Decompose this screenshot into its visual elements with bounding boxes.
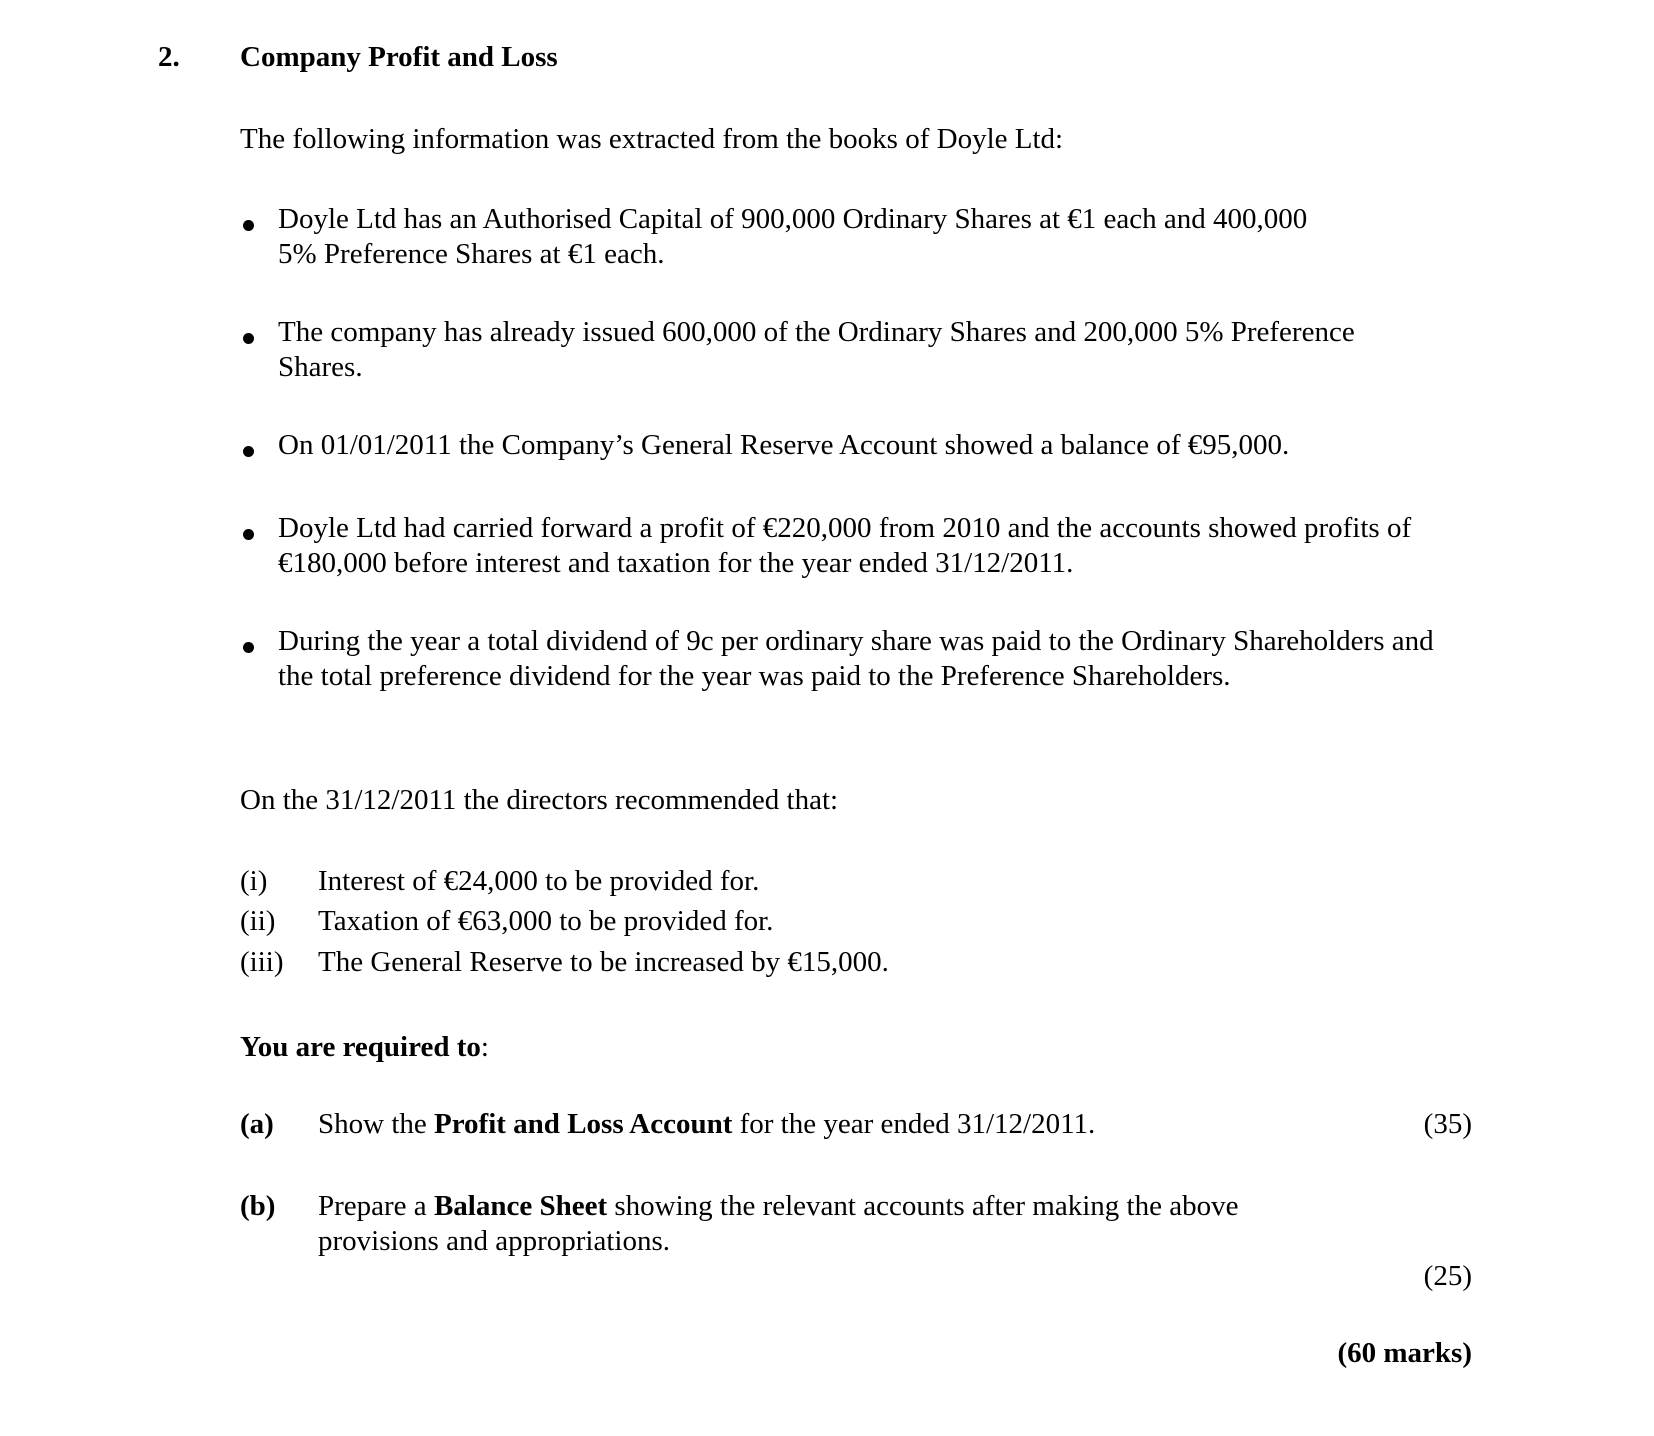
bullet-dot-icon (243, 446, 254, 457)
part-text (318, 1189, 1238, 1224)
recommendation-text: Interest of €24,000 to be provided for. (318, 865, 760, 897)
bullet-dot-icon (243, 529, 254, 540)
recommendation-label: (i) (240, 865, 268, 897)
bullet-text-line: Doyle Ltd has an Authorised Capital of 900,000 Ordinary Shares at €1 each and 400,000 (278, 203, 1308, 235)
recommendation-text: Taxation of €63,000 to be provided for. (318, 905, 774, 937)
bullet-text-line: On 01/01/2011 the Company’s General Reserve Account showed a balance of €95,000. (278, 429, 1290, 461)
bullet-dot-icon (243, 220, 254, 231)
question-number: 2. (158, 41, 180, 73)
part-label: (a) (240, 1108, 274, 1140)
part-marks: (25) (1423, 1260, 1472, 1292)
recommendation-text: The General Reserve to be increased by €15,000. (318, 946, 889, 978)
recommendation-label: (ii) (240, 905, 276, 937)
part-text-bold: Profit and Loss Account (434, 1108, 733, 1140)
bullet-dot-icon (243, 333, 254, 344)
part-text (318, 1107, 1095, 1142)
part-text-pre: Prepare a (318, 1190, 434, 1222)
bullet-text-line: During the year a total dividend of 9c per ordinary share was paid to the Ordinary Shareholders and (278, 625, 1434, 657)
part-text-pre: Show the (318, 1108, 434, 1140)
part-marks: (35) (1423, 1108, 1472, 1140)
requirements-heading-text: You are required to (240, 1031, 481, 1063)
part-text-post: for the year ended 31/12/2011. (732, 1108, 1096, 1140)
part-text-bold: Balance Sheet (433, 1190, 608, 1222)
part-label: (b) (240, 1190, 276, 1222)
part-text-post: showing the relevant accounts after making the above (607, 1190, 1239, 1222)
bullet-text-line: €180,000 before interest and taxation for the year ended 31/12/2011. (278, 547, 1074, 579)
bullet-dot-icon (243, 642, 254, 653)
requirements-heading (240, 1030, 489, 1065)
recommendation-label: (iii) (240, 946, 284, 978)
bullet-text-line: The company has already issued 600,000 of the Ordinary Shares and 200,000 5% Preference (278, 316, 1355, 348)
bullet-text-line: Shares. (278, 351, 363, 383)
bullet-text-line: Doyle Ltd had carried forward a profit of €220,000 from 2010 and the accounts showed profits of (278, 512, 1412, 544)
bullet-text-line: 5% Preference Shares at €1 each. (278, 238, 665, 270)
recommendations-intro: On the 31/12/2011 the directors recommended that: (240, 784, 839, 816)
total-marks: (60 marks) (1337, 1337, 1472, 1369)
question-intro: The following information was extracted from the books of Doyle Ltd: (240, 123, 1064, 155)
bullet-text-line: the total preference dividend for the year was paid to the Preference Shareholders. (278, 660, 1231, 692)
question-title: Company Profit and Loss (240, 41, 558, 73)
part-text-line2: provisions and appropriations. (318, 1225, 670, 1257)
requirements-heading-colon: : (480, 1031, 489, 1063)
